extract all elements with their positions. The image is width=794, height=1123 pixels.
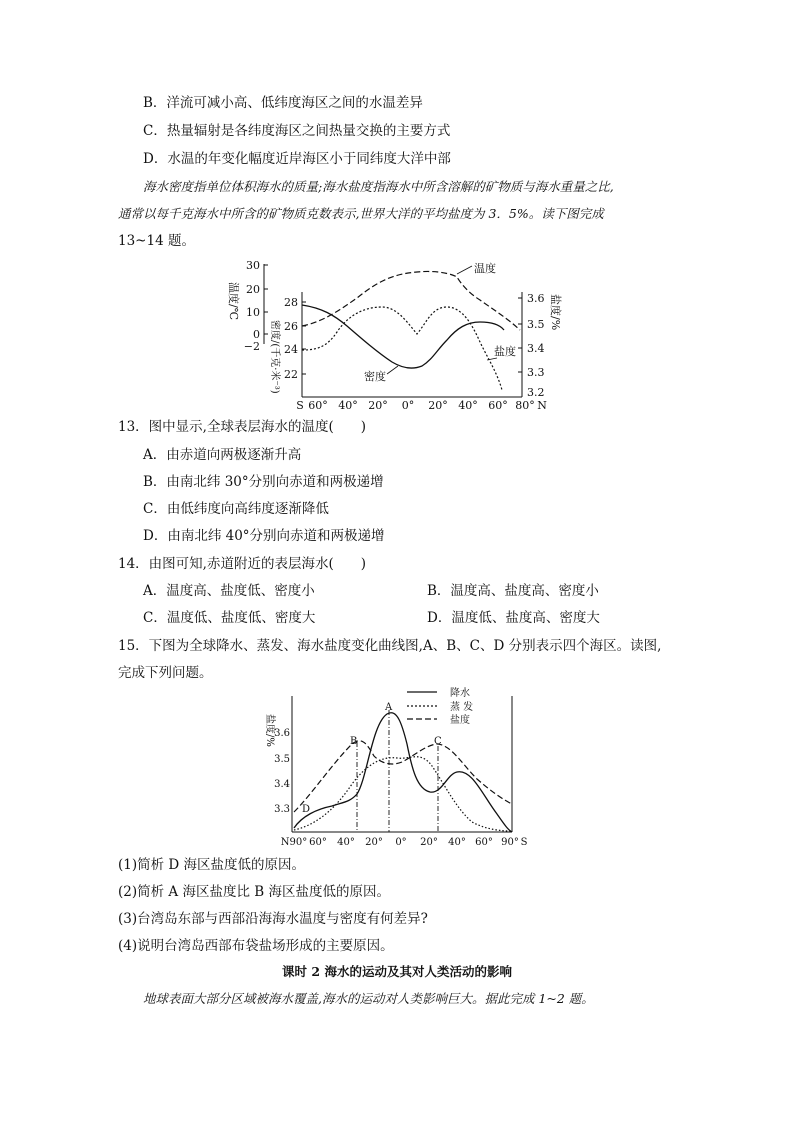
temp-axis-label: 温度/℃ xyxy=(227,282,240,321)
q13-option-c: C．由低纬度向高纬度逐渐降低 xyxy=(143,501,329,517)
x-tick-40n: 40° xyxy=(458,399,478,412)
fig2-y-tick-34: 3.4 xyxy=(274,779,290,790)
figure-precip-evap-salinity xyxy=(262,684,542,850)
q15-stem-line-2: 完成下列问题。 xyxy=(118,665,213,681)
q15-sub-4: (4)说明台湾岛西部布袋盐场形成的主要原因。 xyxy=(118,938,394,954)
x-tick-20s: 20° xyxy=(368,399,388,412)
salinity-tick-33: 3.3 xyxy=(527,366,545,379)
temp-tick-neg2: −2 xyxy=(243,340,260,353)
q14-option-c: C．温度低、盐度低、密度大 xyxy=(143,610,316,626)
point-a: A xyxy=(385,702,393,713)
q15-sub-1: (1)简析 D 海区盐度低的原因。 xyxy=(118,857,306,873)
density-tick-24: 24 xyxy=(284,343,298,356)
passage-1-line-2: 通常以每千克海水中所含的矿物质克数表示,世界大洋的平均盐度为 3．5%。读下图完成 xyxy=(118,206,604,221)
salinity-axis-label: 盐度/% xyxy=(549,294,562,331)
fig2-x-tick-20s: 20° xyxy=(420,837,438,848)
lesson-title: 课时 2 海水的运动及其对人类活动的影响 xyxy=(282,964,512,979)
legend-precipitation: 降水 xyxy=(450,688,470,699)
fig2-x-tick-40n: 40° xyxy=(337,837,355,848)
fig2-precipitation-curve xyxy=(294,713,512,832)
fig2-x-tick-90s: 90° xyxy=(501,837,519,848)
temp-tick-0: 0 xyxy=(253,328,260,341)
legend-salinity: 盐度 xyxy=(450,715,470,726)
fig2-x-tick-20n: 20° xyxy=(365,837,383,848)
fig2-y-axis-label: 盐度/% xyxy=(264,714,275,747)
density-axis-label: 密度/(千克·米⁻³) xyxy=(269,320,280,394)
fig2-x-tick-s: S xyxy=(520,837,528,848)
point-b: B xyxy=(350,736,358,747)
label-temperature: 温度 xyxy=(474,262,496,275)
figure-temp-salinity-density xyxy=(222,252,562,412)
q13-option-a: A．由赤道向两极逐渐升高 xyxy=(143,447,302,463)
salinity-tick-35: 3.5 xyxy=(527,318,545,331)
temp-tick-30: 30 xyxy=(246,259,260,272)
point-d: D xyxy=(302,804,311,815)
passage-1-line-3: 13~14 题。 xyxy=(118,233,195,249)
density-tick-28: 28 xyxy=(284,296,298,309)
passage-1-line-1: 海水密度指单位体积海水的质量;海水盐度指海水中所含溶解的矿物质与海水重量之比, xyxy=(143,179,614,194)
q15-sub-2: (2)简析 A 海区盐度比 B 海区盐度低的原因。 xyxy=(118,884,390,900)
fig2-evaporation-curve xyxy=(294,757,512,831)
fig2-x-tick-60s: 60° xyxy=(475,837,493,848)
x-tick-60n: 60° xyxy=(488,399,508,412)
fig2-y-tick-35: 3.5 xyxy=(274,754,290,765)
salinity-tick-36: 3.6 xyxy=(527,292,545,305)
fig2-y-tick-36: 3.6 xyxy=(274,728,290,739)
q13-stem: 13．图中显示,全球表层海水的温度( ) xyxy=(118,419,367,435)
fig2-y-tick-33: 3.3 xyxy=(274,804,290,815)
q12-option-c: C．热量辐射是各纬度海区之间热量交换的主要方式 xyxy=(143,123,451,139)
q15-sub-3: (3)台湾岛东部与西部沿海海水温度与密度有何差异? xyxy=(118,911,428,927)
density-tick-22: 22 xyxy=(284,368,298,381)
x-tick-0: 0° xyxy=(401,399,415,412)
density-tick-26: 26 xyxy=(284,320,298,333)
x-tick-80n: 80° xyxy=(515,399,535,412)
fig2-salinity-curve xyxy=(294,741,512,812)
q14-option-b: B．温度高、盐度高、密度小 xyxy=(427,583,599,599)
q12-option-b: B．洋流可减小高、低纬度海区之间的水温差异 xyxy=(143,95,423,111)
x-tick-20n: 20° xyxy=(428,399,448,412)
q14-option-a: A．温度高、盐度低、密度小 xyxy=(143,583,315,599)
q14-option-d: D．温度低、盐度高、密度大 xyxy=(427,610,600,626)
point-c: C xyxy=(434,736,442,747)
legend-evaporation: 蒸 发 xyxy=(450,702,474,713)
salinity-curve xyxy=(302,307,502,390)
x-tick-n: N xyxy=(537,399,547,412)
fig2-x-tick-60n: 60° xyxy=(309,837,327,848)
salinity-tick-34: 3.4 xyxy=(527,342,545,355)
temp-tick-20: 20 xyxy=(246,283,260,296)
fig2-x-tick-n90: N90° xyxy=(280,837,308,848)
fig2-x-tick-40s: 40° xyxy=(448,837,466,848)
q13-option-d: D．由南北纬 40°分别向赤道和两极递增 xyxy=(143,528,385,544)
q13-option-b: B．由南北纬 30°分别向赤道和两极递增 xyxy=(143,474,384,490)
x-tick-s: S xyxy=(296,399,304,412)
x-tick-40s: 40° xyxy=(338,399,358,412)
salinity-tick-32: 3.2 xyxy=(527,386,545,399)
temp-tick-10: 10 xyxy=(246,306,260,319)
label-salinity: 盐度 xyxy=(494,345,516,358)
x-tick-60s: 60° xyxy=(308,399,328,412)
passage-2: 地球表面大部分区域被海水覆盖,海水的运动对人类影响巨大。据此完成 1~2 题。 xyxy=(143,991,594,1006)
fig2-x-tick-0: 0° xyxy=(395,837,407,848)
q12-option-d: D．水温的年变化幅度近岸海区小于同纬度大洋中部 xyxy=(143,151,451,167)
q14-stem: 14．由图可知,赤道附近的表层海水( ) xyxy=(118,556,367,572)
label-density: 密度 xyxy=(364,370,386,383)
q15-stem-line-1: 15．下图为全球降水、蒸发、海水盐度变化曲线图,A、B、C、D 分别表示四个海区。读图, xyxy=(118,638,662,654)
temperature-curve xyxy=(302,271,520,330)
